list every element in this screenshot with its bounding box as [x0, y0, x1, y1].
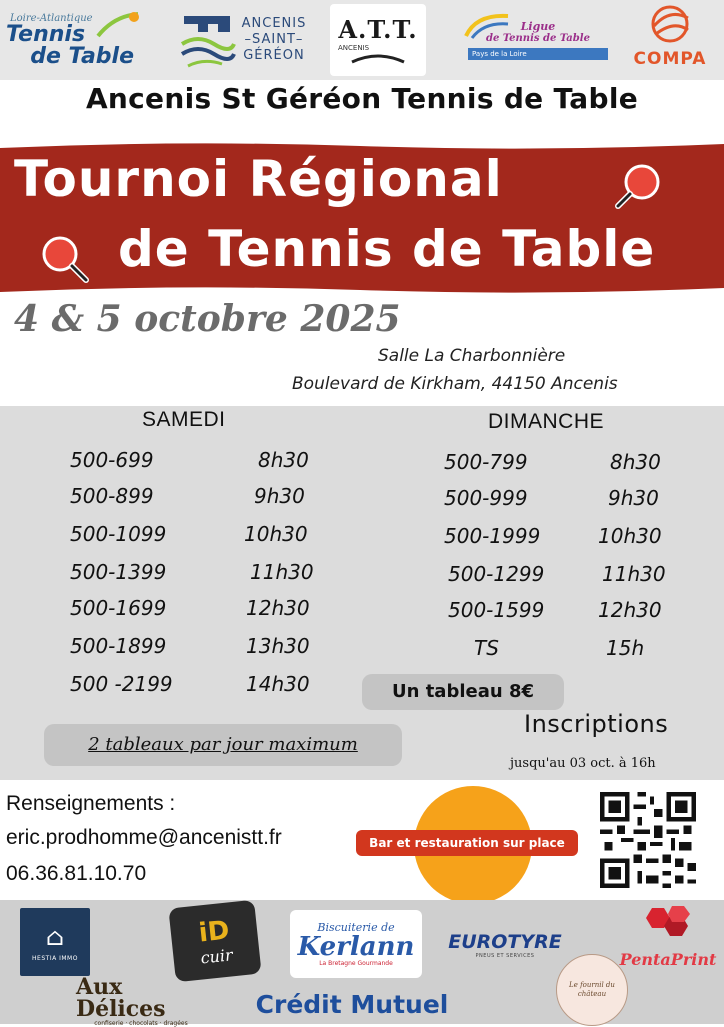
sun-time-1: 8h30: [610, 450, 661, 474]
sat-time-1: 8h30: [258, 448, 309, 472]
event-date: 4 & 5 octobre 2025: [14, 298, 401, 340]
sun-time-6: 15h: [606, 636, 645, 660]
sun-time-5: 12h30: [598, 598, 662, 622]
price-badge: [362, 674, 564, 710]
max-tables-text: 2 tableaux par jour maximum: [88, 734, 358, 755]
logo-tennis-de-table: [4, 8, 144, 72]
sponsor-credit-mutuel-text: Crédit Mutuel: [255, 989, 449, 1019]
sun-range-5: 500-1599: [448, 598, 545, 622]
sponsor-kerlann-tagline: La Bretagne Gourmande: [319, 960, 393, 967]
sponsor-credit-mutuel: [240, 984, 464, 1024]
price-text: Un tableau 8€: [392, 681, 534, 702]
sunday-heading: DIMANCHE: [488, 410, 605, 433]
ping-pong-paddle-icon: [612, 160, 664, 212]
sponsor-hestia: [20, 908, 90, 976]
max-tables-badge: [44, 724, 402, 766]
club-title: Ancenis St Géréon Tennis de Table: [85, 82, 639, 115]
registration-title: Inscriptions: [524, 710, 669, 738]
sat-range-5: 500-1699: [70, 596, 167, 620]
sponsor-aux-delices: [76, 973, 206, 1027]
logo-tt-region: Loire-Atlantique: [10, 12, 93, 24]
sponsor-kerlann-top: Biscuiterie de: [317, 921, 395, 934]
food-text: Bar et restauration sur place: [369, 836, 565, 850]
compa-globe-icon: [640, 4, 700, 44]
sat-range-7: 500 -2199: [70, 672, 173, 696]
sponsor-hestia-text: HESTIA IMMO: [32, 954, 78, 962]
logo-asg-line-3: GÉRÉON: [243, 48, 305, 63]
sponsor-aux-tagline: confiserie · chocolats · dragées: [94, 1019, 188, 1027]
sponsor-idcuir: [168, 900, 261, 983]
sponsor-idcuir-mark: iD: [197, 915, 231, 949]
sponsor-idcuir-text: cuir: [199, 944, 234, 968]
hestia-emblem-icon: ⌂: [45, 922, 65, 951]
sponsor-kerlann-name: Kerlann: [297, 932, 415, 962]
sun-range-4: 500-1299: [448, 562, 545, 586]
sat-time-3: 10h30: [244, 522, 308, 546]
sun-time-2: 9h30: [608, 486, 659, 510]
registration-deadline: jusqu'au 03 oct. à 16h: [510, 756, 656, 771]
event-title-line-2: de Tennis de Table: [118, 220, 656, 278]
logo-att-main: A.T.T.: [338, 14, 418, 44]
sat-time-7: 14h30: [246, 672, 310, 696]
sat-range-3: 500-1099: [70, 522, 167, 546]
sun-range-1: 500-799: [444, 450, 528, 474]
sponsor-pentaprint-text: PentaPrint: [619, 949, 717, 969]
logo-tt-line2: de Table: [30, 43, 134, 69]
logo-asg-line-2: –SAINT–: [244, 32, 304, 47]
sun-time-4: 11h30: [602, 562, 666, 586]
logo-tt-line1: Tennis: [6, 21, 86, 47]
sat-range-2: 500-899: [70, 484, 154, 508]
sponsor-eurotyre: [444, 922, 566, 968]
logo-asg-line-1: ANCENIS: [241, 16, 307, 31]
ping-pong-paddle-icon-2: [40, 234, 92, 286]
event-title-line-1: Tournoi Régional: [14, 150, 503, 208]
saturday-heading: SAMEDI: [142, 408, 226, 431]
sun-range-2: 500-999: [444, 486, 528, 510]
sat-range-1: 500-699: [70, 448, 154, 472]
sun-range-3: 500-1999: [444, 524, 541, 548]
qr-code-icon[interactable]: [596, 788, 700, 892]
ligue-arc-icon: [462, 10, 512, 40]
sponsor-fournil: [556, 954, 628, 1026]
logo-ligue-region: Pays de la Loire: [468, 48, 608, 60]
asg-emblem-icon: [178, 10, 236, 70]
sat-time-6: 13h30: [246, 634, 310, 658]
sponsor-fournil-text: Le fournil du château: [569, 981, 615, 998]
logo-ligue-line2: de Tennis de Table: [486, 33, 590, 44]
sponsor-pentaprint: [618, 902, 718, 980]
sponsor-aux-name: Aux Délices: [76, 973, 166, 1022]
logo-att: [330, 4, 426, 76]
sun-time-3: 10h30: [598, 524, 662, 548]
venue-address: Boulevard de Kirkham, 44150 Ancenis: [292, 374, 618, 394]
sponsor-eurotyre-name: EUROTYRE: [448, 931, 562, 953]
logo-ligue-line1: Ligue: [520, 20, 556, 33]
sat-time-5: 12h30: [246, 596, 310, 620]
contact-label: Renseignements :: [6, 792, 176, 815]
swoosh-icon: [94, 10, 142, 40]
contact-phone[interactable]: 06.36.81.10.70: [6, 862, 147, 885]
paddle-swoosh-icon: [348, 52, 408, 66]
venue-name: Salle La Charbonnière: [378, 346, 566, 366]
logo-att-small: ANCENIS: [338, 43, 370, 52]
logo-ancenis-saint-gereon: [168, 6, 316, 74]
sponsor-eurotyre-tagline: PNEUS ET SERVICES: [475, 953, 535, 959]
pentaprint-hex-icon: [642, 906, 694, 940]
sun-range-6: TS: [474, 636, 499, 660]
logo-ligue: [462, 8, 614, 72]
sat-time-2: 9h30: [254, 484, 305, 508]
logo-compa: [622, 2, 718, 78]
logo-compa-text: COMPA: [633, 49, 707, 69]
sat-range-6: 500-1899: [70, 634, 167, 658]
sat-time-4: 11h30: [250, 560, 314, 584]
food-banner: [356, 830, 578, 856]
sat-range-4: 500-1399: [70, 560, 167, 584]
sponsor-kerlann: [290, 910, 422, 978]
contact-email[interactable]: eric.prodhomme@ancenistt.fr: [6, 826, 282, 849]
